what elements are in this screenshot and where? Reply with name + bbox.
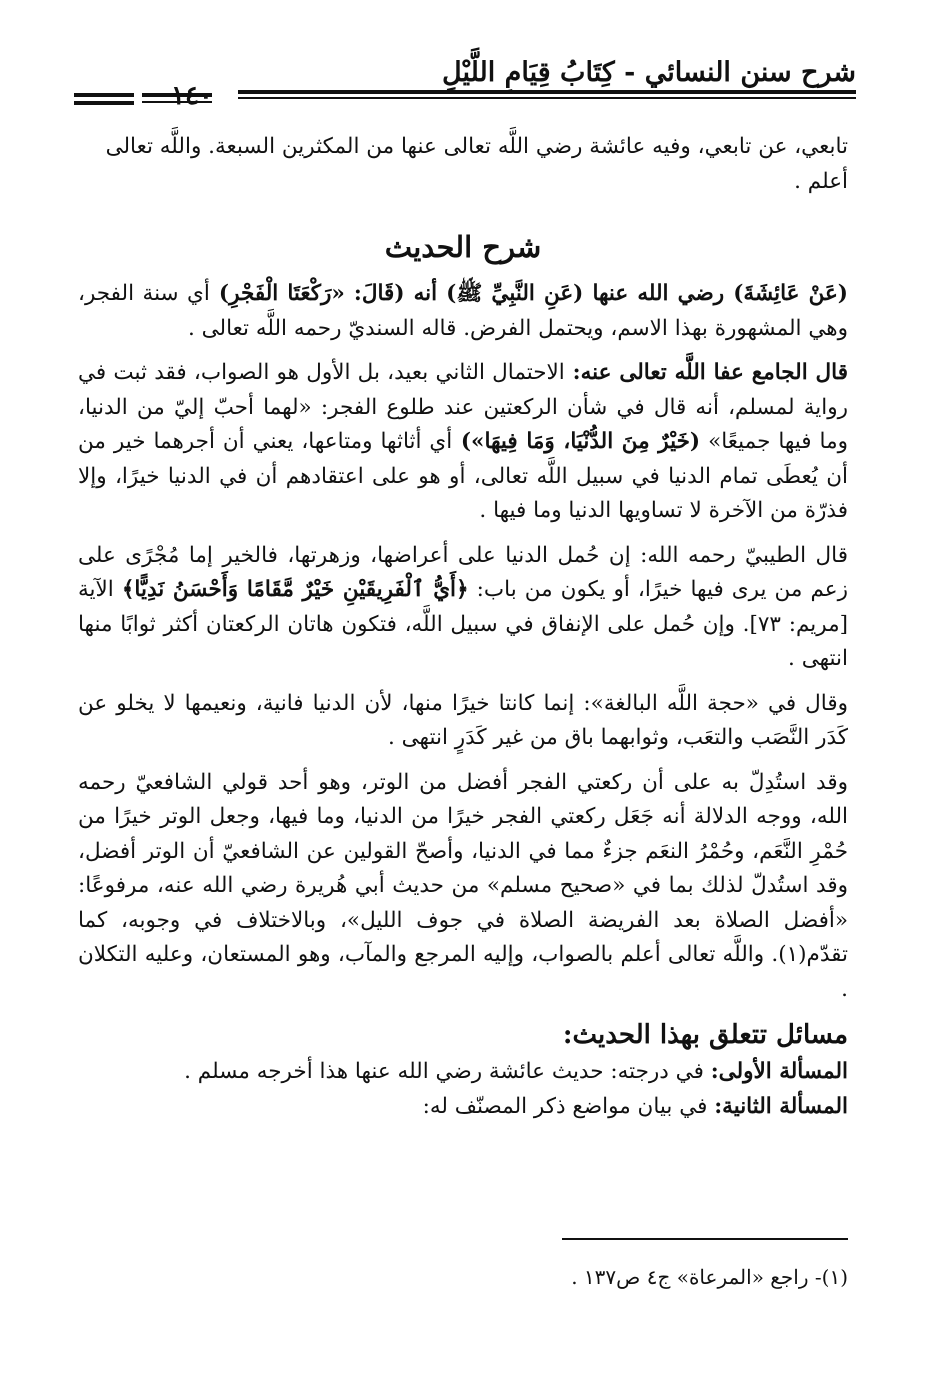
intro-text-2: أعلم .	[794, 168, 848, 194]
paragraph-text: وقال في «حجة اللَّه البالغة»: إنما كانتا خيرًا منها، لأن الدنيا فانية، ونعيمها لا يخلو عن كَدَر النَّصَب والتعَب، وثوابهما باق من غير كَدَرٍ انتهى .	[78, 690, 849, 750]
paragraph-text: قال الطيبيّ رحمه الله: إن حُمل الدنيا على أعراضها، وزهرتها، فالخير إما مُجْرًى على زعم من يرى فيها خيرًا، أو يكون من باب:	[78, 542, 848, 602]
issue-item	[78, 1055, 848, 1090]
main-text	[78, 130, 848, 1124]
footnote: (١)- راجع «المرعاة» ج٤ ص١٣٧ .	[571, 1265, 848, 1289]
running-title: شرح سنن النسائي - كِتَابُ قِيَامِ اللَّيْلِ	[442, 57, 856, 88]
intro-text-1: تابعي، عن تابعي، وفيه عائشة رضي اللَّه تعالى عنها من المكثرين السبعة. واللَّه تعالى	[105, 134, 848, 159]
issue-item	[78, 1090, 848, 1125]
paragraph-text: وقد استُدِلّ به على أن ركعتي الفجر أفضل من الوتر، وهو أحد قولي الشافعيّ رحمه الله، ووجه الدلالة أنه جَعَل ركعتي الفجر خيرًا من الدنيا، وما فيها، وجعل الوتر خيرًا من حُمْرِ النَّعَم، وحُمْرُ النعَم جزءٌ مما في الدنيا، وأصحّ القولين عن الشافعيّ أن الوتر أفضل، وقد استُدلّ لذلك بما في «صحيح مسلم» من حديث أبي هُريرة رضي الله عنه، مرفوعًا: «أفضل الصلاة بعد الفريضة الصلاة في جوف الليل»، وبالاختلاف في وجوبه، كما تقدّم(١). واللَّه تعالى أعلم بالصواب، وإليه المرجع والمآب، وهو المستعان، وعليه التكلان .	[78, 769, 848, 1002]
paragraph	[78, 687, 848, 756]
footnote-divider	[562, 1238, 848, 1240]
issue-label: المسألة الثانية:	[714, 1093, 848, 1119]
quran-verse: ﴿أَيُّ ٱلْفَرِيقَيْنِ خَيْرٌ مَّقَامًا وَأَحْسَنُ نَدِيًّا﴾	[121, 577, 469, 602]
header-rule-thick	[238, 90, 856, 94]
paragraph-text: الاحتمال الثاني بعيد، بل الأول هو الصواب، فقد ثبت في رواية لمسلم، أنه قال في شأن الركعتين عند طلوع الفجر: «لهما أحبّ إليّ من الدنيا، وما فيها جميعًا»	[78, 360, 848, 454]
issues-heading: مسائل تتعلق بهذا الحديث:	[562, 1020, 848, 1050]
issue-label: المسألة الأولى:	[710, 1059, 848, 1084]
header-rule-mid-1	[142, 93, 212, 97]
hadith-quote: (خَيْرٌ مِنَ الدُّنْيَا، وَمَا فِيهَا»)	[452, 429, 701, 454]
issue-text: في درجته: حديث عائشة رضي الله عنها هذا أخرجه مسلم .	[184, 1059, 711, 1084]
compiler-label: قال الجامع عفا اللَّه تعالى عنه:	[564, 360, 849, 385]
intro-line	[78, 130, 848, 199]
paragraph	[78, 277, 848, 346]
header-rule-left-2	[74, 101, 134, 105]
paragraph-text: الآية [مريم: ٧٣]. وإن حُمل على الإنفاق في سبيل اللَّه، فتكون هاتان الركعتان أكثر ثوابًا منها انتهى .	[78, 577, 849, 671]
hadith-quote: (عَنْ عَائِشَةَ) رضي الله عنها (عَنِ النَّبِيِّ ﷺ) أنه (قَالَ: «رَكْعَتَا الْفَجْرِ)	[209, 281, 848, 306]
paragraph	[78, 539, 848, 677]
header-rule-thin	[238, 97, 856, 99]
issue-text: في بيان مواضع ذكر المصنّف له:	[422, 1093, 715, 1119]
paragraph	[78, 766, 848, 1008]
header-rule-mid-2	[142, 101, 212, 103]
header-rule-left-1	[74, 93, 134, 97]
paragraph-text: أي سنة الفجر، وهي المشهورة بهذا الاسم، ويحتمل الفرض. قاله السنديّ رحمه اللَّه تعالى .	[78, 281, 848, 341]
section-heading: شرح الحديث	[384, 230, 542, 264]
paragraph	[78, 356, 848, 529]
paragraph-text: أي أثاثها ومتاعها، يعني أن أجرهما خير من أن يُعطَى تمام الدنيا في سبيل اللَّه تعالى، أو هو على اعتقادهم أن في الدنيا خيرًا، وإلا فذرّة من الآخرة لا تساويها الدنيا وما فيها .	[78, 429, 848, 523]
